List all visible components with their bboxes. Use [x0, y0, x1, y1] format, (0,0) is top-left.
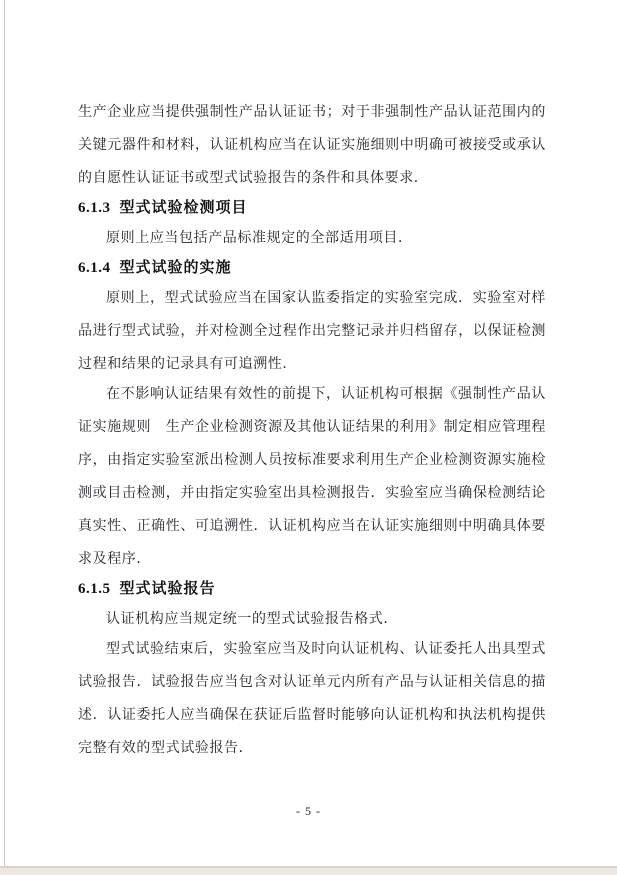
- background-margin: [0, 868, 617, 875]
- paragraph: 型式试验结束后，实验室应当及时向认证机构、认证委托人出具型式试验报告．试验报告应当包含对认证单元内所有产品与认证相关信息的描述．认证委托人应当确保在获证后监督时能够向认证机构和执法机构提供完整有效的型式试验报告．: [78, 642, 546, 756]
- heading-number: 6.1.4: [78, 260, 111, 276]
- paragraph: 原则上应当包括产品标准规定的全部适用项目．: [106, 231, 413, 246]
- heading-title: 型式试验检测项目: [119, 200, 248, 216]
- paragraph: 认证机构应当规定统一的型式试验报告格式．: [106, 612, 398, 627]
- paragraph: 在不影响认证结果有效性的前提下，认证机构可根据《强制性产品认证实施规则 生产企业检测资源及其他认证结果的利用》制定相应管理程序，由指定实验室派出检测人员按标准要求利用生产企业检测资源实施检测或目击检测，并由指定实验室出具检测报告．实验室应当确保检测结论真实性、正确性、可追溯性．认证机构应当在认证实施细则中明确具体要求及程序．: [78, 387, 546, 567]
- document-content: [78, 96, 546, 765]
- section-heading-6-1-4: [78, 252, 546, 285]
- heading-number: 6.1.5: [78, 581, 111, 597]
- heading-title: 型式试验报告: [119, 581, 216, 597]
- page-left-edge: [4, 0, 5, 866]
- section-heading-6-1-5: [78, 573, 546, 606]
- heading-title: 型式试验的实施: [119, 260, 232, 276]
- paragraph: 原则上，型式试验应当在国家认监委指定的实验室完成．实验室对样品进行型式试验，并对检测全过程作出完整记录并归档留存，以保证检测过程和结果的记录具有可追溯性．: [78, 291, 546, 372]
- paragraph-continuation: 生产企业应当提供强制性产品认证证书；对于非强制性产品认证范围内的关键元器件和材料，认证机构应当在认证实施细则中明确可被接受或承认的自愿性认证证书或型式试验报告的条件和具体要求．: [78, 105, 546, 186]
- page-number: - 5 -: [296, 804, 321, 818]
- section-heading-6-1-3: [78, 192, 546, 225]
- heading-number: 6.1.3: [78, 200, 111, 216]
